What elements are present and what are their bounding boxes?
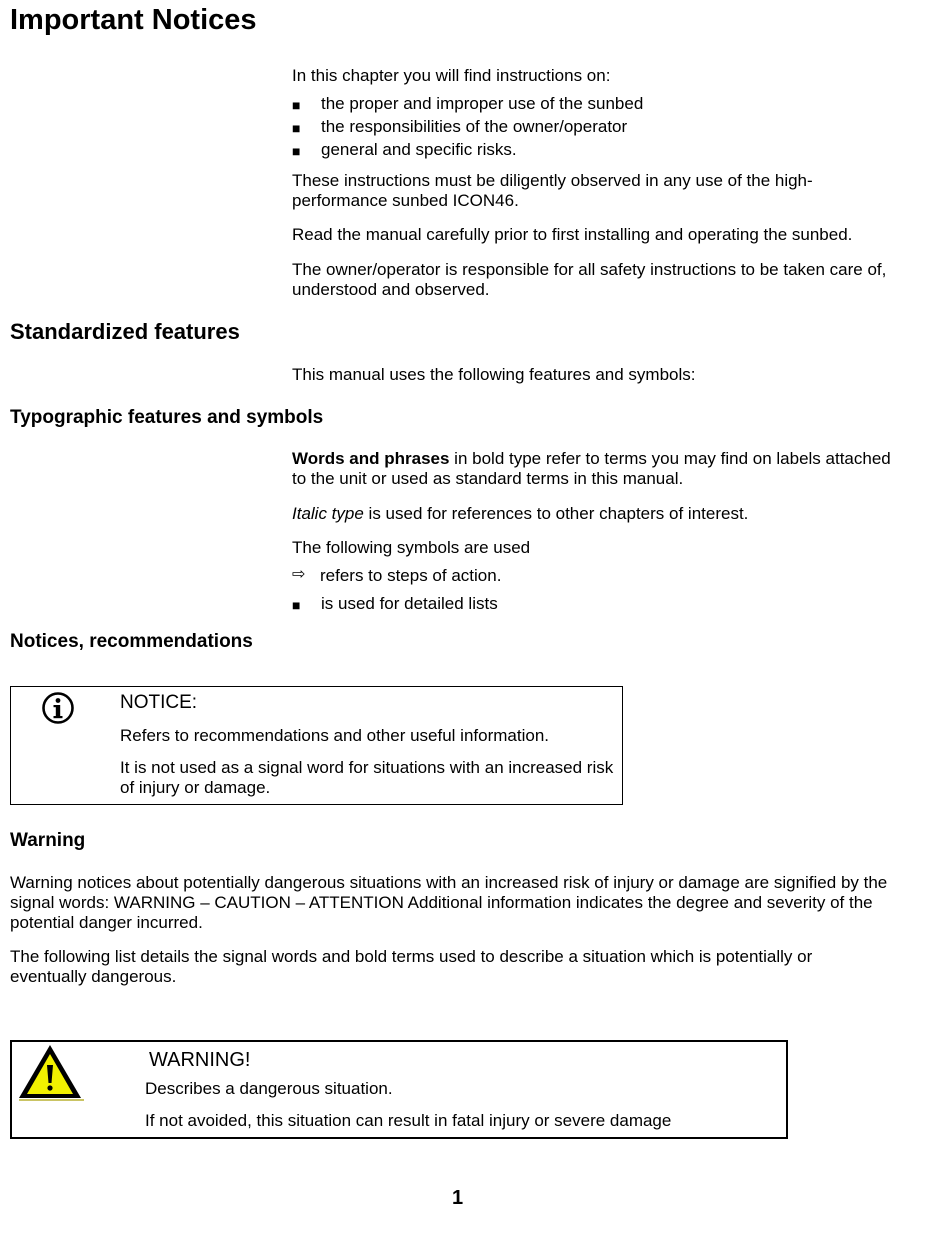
list-symbol-item: ■ is used for detailed lists [292, 594, 498, 613]
list-item: ■ the proper and improper use of the sunbed [292, 94, 644, 113]
warning-paragraph: Warning notices about potentially dangerous situations with an increased risk of injury or damage are signified by the signal words: WARNING – CAUTION – ATTENTION Additional information indicates the degree and severity of the potential danger incurred. [10, 873, 888, 932]
bullet-square-icon: ■ [292, 97, 301, 113]
subsection-heading: Typographic features and symbols [10, 407, 324, 428]
bullet-square-icon: ■ [292, 143, 301, 159]
intro-paragraph: Read the manual carefully prior to first installing and operating the sunbed. [292, 225, 853, 244]
arrow-right-icon: ⇨ [292, 566, 306, 583]
subsection-heading: Notices, recommendations [10, 631, 253, 652]
page-title: Important Notices [10, 4, 257, 36]
bullet-square-icon: ■ [292, 597, 301, 613]
warning-title: WARNING! [149, 1049, 251, 1071]
page-number: 1 [452, 1187, 464, 1209]
notice-box [10, 686, 623, 805]
notice-title: NOTICE: [120, 692, 198, 713]
notice-text: It is not used as a signal word for situations with an increased risk of injury or damage. [120, 758, 614, 797]
warning-paragraph: The following list details the signal words and bold terms used to describe a situation which is potentially or eventually dangerous. [10, 947, 813, 986]
warning-text: If not avoided, this situation can result in fatal injury or severe damage [145, 1111, 672, 1130]
section-text: This manual uses the following features and symbols: [292, 365, 696, 384]
subsection-heading: Warning [10, 830, 86, 851]
typographic-paragraph: Words and phrases in bold type refer to terms you may find on labels attached to the unit or used as standard terms in this manual. [292, 449, 891, 488]
notice-text: Refers to recommendations and other useful information. [120, 726, 550, 745]
bullet-square-icon: ■ [292, 120, 301, 136]
intro-paragraph: These instructions must be diligently observed in any use of the high-performance sunbed ICON46. [292, 171, 813, 210]
section-heading: Standardized features [10, 319, 240, 344]
symbols-lead: The following symbols are used [292, 538, 531, 557]
warning-box [10, 1040, 788, 1139]
bold-term: Words and phrases [292, 449, 450, 468]
list-item: ■ the responsibilities of the owner/operator [292, 117, 628, 136]
intro-bullet-list [292, 94, 922, 160]
warning-text: Describes a dangerous situation. [145, 1079, 393, 1098]
italic-term: Italic type [292, 504, 364, 523]
intro-lead: In this chapter you will find instructions on: [292, 66, 611, 85]
list-item: ■ general and specific risks. [292, 140, 517, 159]
arrow-item: ⇨ refers to steps of action. [292, 566, 502, 585]
warning-triangle-icon [16, 1042, 84, 1107]
typographic-paragraph: Italic type is used for references to other chapters of interest. [292, 504, 749, 523]
info-circle-icon [41, 691, 75, 730]
intro-paragraph: The owner/operator is responsible for all safety instructions to be taken care of, understood and observed. [292, 260, 887, 299]
